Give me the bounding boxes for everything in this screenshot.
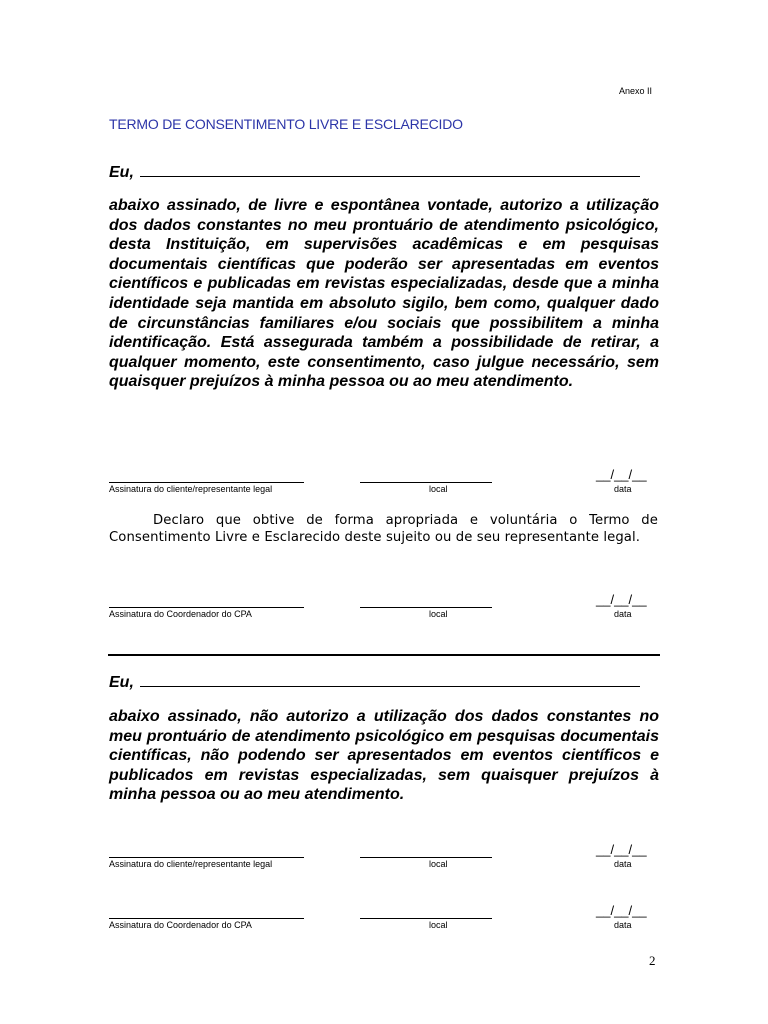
client-signature-line bbox=[109, 857, 304, 858]
refusal-paragraph: abaixo assinado, não autorizo a utilização dos dados constantes no meu prontuário de atendimento psicológico em pesquisas documentais científicas, não podendo ser apresentados em eventos científicos e publicados em revistas especializadas, sem quaisquer prejuízos à minha pessoa ou ao meu atendimento. bbox=[109, 708, 659, 804]
section-divider bbox=[108, 654, 660, 656]
local-line bbox=[360, 918, 492, 919]
page-number: 2 bbox=[649, 953, 656, 968]
name-field-1 bbox=[109, 163, 640, 182]
eu-label: Eu, bbox=[109, 674, 134, 691]
data-label: data bbox=[614, 609, 632, 619]
local-line bbox=[360, 607, 492, 608]
date-field: __/__/__ bbox=[596, 592, 647, 607]
consent-paragraph: abaixo assinado, de livre e espontânea vontade, autorizo a utilização dos dados constantes no meu prontuário de atendimento psicológico, desta Instituição, em supervisões acadêmicas e em pesquisas documentais científicas que poderão ser apresentadas em eventos científicos e publicadas em revistas especializadas, desde que a minha identidade seja mantida em absoluto sigilo, bem como, qualquer dado de circunstâncias familiares e/ou sociais que possibilitem a minha identificação. Está assegurada também a possibilidade de retirar, a qualquer momento, este consentimento, caso julgue necessário, sem quaisquer prejuízos à minha pessoa ou ao meu atendimento. bbox=[109, 197, 659, 391]
document-title: TERMO DE CONSENTIMENTO LIVRE E ESCLARECIDO bbox=[109, 116, 463, 132]
local-label: local bbox=[429, 609, 448, 619]
local-line bbox=[360, 857, 492, 858]
local-label: local bbox=[429, 920, 448, 930]
data-label: data bbox=[614, 920, 632, 930]
local-label: local bbox=[429, 859, 448, 869]
coordinator-signature-line bbox=[109, 918, 304, 919]
data-label: data bbox=[614, 859, 632, 869]
declaration-paragraph: Declaro que obtive de forma apropriada e voluntária o Termo de Consentimento Livre e Esclarecido deste sujeito ou de seu representante legal. bbox=[109, 513, 658, 546]
name-line bbox=[140, 673, 640, 687]
name-field-2 bbox=[109, 673, 640, 692]
coordinator-signature-line bbox=[109, 607, 304, 608]
data-label: data bbox=[614, 484, 632, 494]
local-label: local bbox=[429, 484, 448, 494]
client-signature-line bbox=[109, 482, 304, 483]
date-field: __/__/__ bbox=[596, 467, 647, 482]
annex-label: Anexo II bbox=[619, 86, 653, 96]
name-line bbox=[140, 163, 640, 177]
local-line bbox=[360, 482, 492, 483]
client-signature-label: Assinatura do cliente/representante legal bbox=[109, 484, 273, 494]
client-signature-label: Assinatura do cliente/representante legal bbox=[109, 859, 273, 869]
coordinator-signature-label: Assinatura do Coordenador do CPA bbox=[109, 609, 252, 619]
date-field: __/__/__ bbox=[596, 842, 647, 857]
coordinator-signature-label: Assinatura do Coordenador do CPA bbox=[109, 920, 252, 930]
date-field: __/__/__ bbox=[596, 903, 647, 918]
eu-label: Eu, bbox=[109, 164, 134, 181]
